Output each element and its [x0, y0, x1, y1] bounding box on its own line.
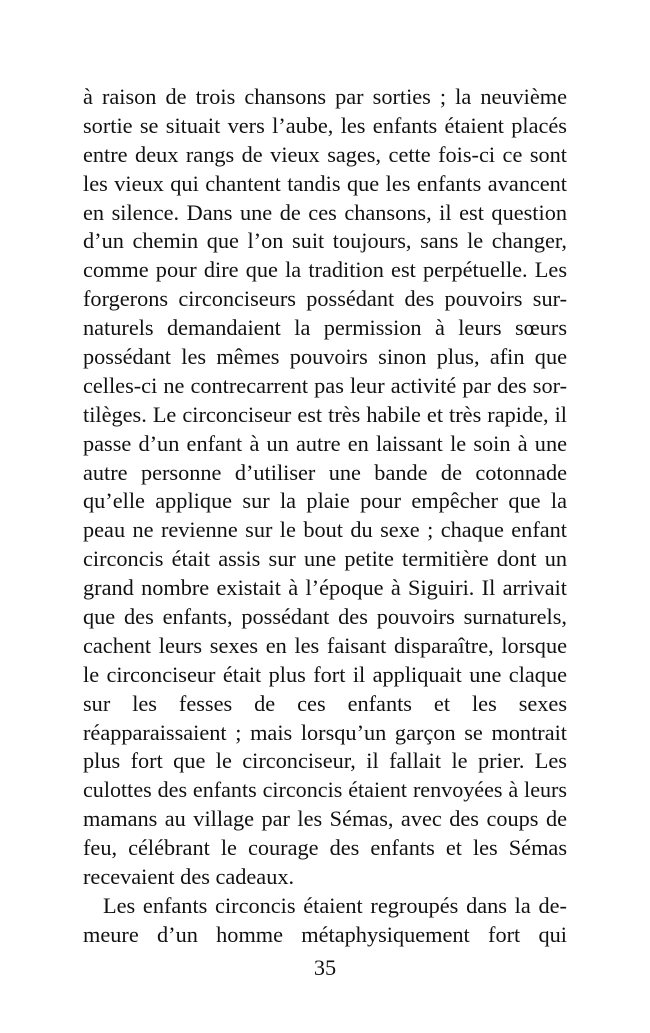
- text-line: sortie se situait vers l’aube, les enfants étaient placés: [83, 112, 567, 138]
- text-line: entre deux rangs de vieux sages, cette fois-ci ce sont: [83, 141, 567, 167]
- text-line: qu’elle applique sur la plaie pour empêcher que la: [83, 488, 567, 514]
- text-line: possédant les mêmes pouvoirs sinon plus, afin que: [83, 344, 567, 370]
- text-line: celles-ci ne contrecarrent pas leur activité par des sor-: [83, 372, 567, 398]
- text-line: réapparaissaient ; mais lorsqu’un garçon se montrait: [83, 719, 567, 745]
- page-number: 35: [313, 955, 337, 980]
- text-line: tilèges. Le circonciseur est très habile et très rapide, il: [83, 401, 567, 427]
- text-line: meure d’un homme métaphysiquement fort qui: [83, 921, 567, 947]
- text-line: que des enfants, possédant des pouvoirs surnaturels,: [83, 604, 567, 630]
- text-line: circoncis était assis sur une petite termitière dont un: [83, 546, 567, 572]
- text-line: les vieux qui chantent tandis que les enfants avancent: [83, 170, 567, 196]
- text-line: mamans au village par les Sémas, avec des coups de: [83, 806, 567, 832]
- text-line: naturels demandaient la permission à leurs sœurs: [83, 315, 567, 341]
- text-line: recevaient des cadeaux.: [83, 864, 295, 890]
- text-line: forgerons circonciseurs possédant des pouvoirs sur-: [83, 286, 567, 312]
- text-line: cachent leurs sexes en les faisant disparaître, lorsque: [83, 632, 567, 658]
- text-line: grand nombre existait à l’époque à Siguiri. Il arrivait: [83, 575, 567, 601]
- text-line: d’un chemin que l’on suit toujours, sans le changer,: [83, 228, 567, 254]
- paragraph-2: [83, 892, 567, 950]
- text-line: autre personne d’utiliser une bande de cotonnade: [83, 459, 567, 485]
- text-line: sur les fesses de ces enfants et les sexes: [83, 690, 567, 716]
- text-line: plus fort que le circonciseur, il fallait le prier. Les: [83, 748, 567, 774]
- text-line: passe d’un enfant à un autre en laissant le soin à une: [83, 430, 567, 456]
- text-line: comme pour dire que la tradition est perpétuelle. Les: [83, 257, 567, 283]
- text-line: peau ne revienne sur le bout du sexe ; chaque enfant: [83, 517, 567, 543]
- text-line: le circonciseur était plus fort il appliquait une claque: [83, 661, 567, 687]
- text-line: à raison de trois chansons par sorties ; la neuvième: [83, 84, 567, 109]
- text-line: culottes des enfants circoncis étaient renvoyées à leurs: [83, 777, 567, 803]
- body-text: [83, 83, 567, 950]
- text-line: feu, célébrant le courage des enfants et les Sémas: [83, 835, 567, 861]
- paragraph-1: [83, 83, 567, 892]
- text-line: Les enfants circoncis étaient regroupés dans la de-: [103, 892, 567, 918]
- text-line: en silence. Dans une de ces chansons, il est question: [83, 199, 567, 225]
